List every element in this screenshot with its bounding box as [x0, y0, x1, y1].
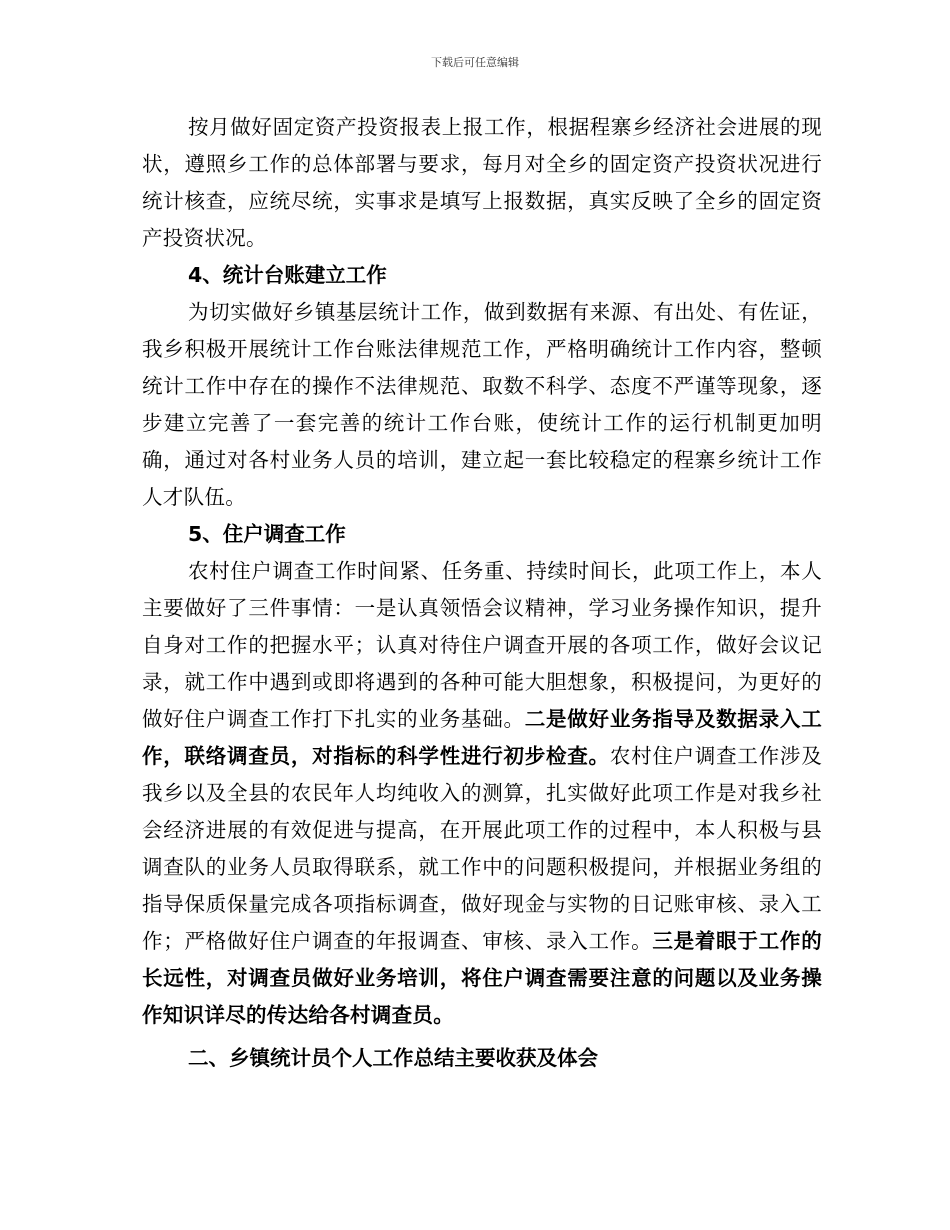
section-heading-2: 二、乡镇统计员个人工作总结主要收获及体会 [188, 1046, 598, 1070]
document-body [142, 109, 822, 1077]
survey-text-part-3: 农村住户调查工作涉及我乡以及全县的农民年人均纯收入的测算，扎实做好此项工作是对我乡社会经济进展的有效促进与提高，在开展此项工作的过程中，本人积极与县调查队的业务人员取得联系，就工作中的问题积极提问，并根据业务组的指导保质保量完成各项指标调查，做好现金与实物的日记账审核、录入工作；严格做好住户调查的年报调查、审核、录入工作。 [142, 744, 822, 953]
survey-text-bold-4: 三是着眼于工作的长远性，对调查员做好业务培训，将住户调查需要注意的问题以及业务操作知识详尽的传达给各村调查员。 [142, 929, 822, 1027]
paragraph-household-survey [142, 553, 822, 1034]
paragraph-fixed-assets: 按月做好固定资产投资报表上报工作，根据程寨乡经济社会进展的现状，遵照乡工作的总体部署与要求，每月对全乡的固定资产投资状况进行统计核查，应统尽统，实事求是填写上报数据，真实反映了全乡的固定资产投资状况。 [142, 115, 822, 250]
survey-text-bold-2: 二是做好业务指导及数据录入工作，联络调查员，对指标的科学性进行初步检查。 [142, 707, 822, 768]
page-header: 下载后可任意编辑 [431, 56, 519, 69]
section-heading-4: 4、统计台账建立工作 [188, 263, 387, 287]
survey-text-part-1: 农村住户调查工作时间紧、任务重、持续时间长，此项工作上，本人主要做好了三件事情：一是认真领悟会议精神，学习业务操作知识，提升自身对工作的把握水平；认真对待住户调查开展的各项工作，做好会议记录，就工作中遇到或即将遇到的各种可能大胆想象，积极提问，为更好的做好住户调查工作打下扎实的业务基础。 [142, 559, 822, 731]
paragraph-ledger: 为切实做好乡镇基层统计工作，做到数据有来源、有出处、有佐证，我乡积极开展统计工作台账法律规范工作，严格明确统计工作内容，整顿统计工作中存在的操作不法律规范、取数不科学、态度不严谨等现象，逐步建立完善了一套完善的统计工作台账，使统计工作的运行机制更加明确，通过对各村业务人员的培训，建立起一套比较稳定的程寨乡统计工作人才队伍。 [142, 300, 822, 509]
section-heading-5: 5、住户调查工作 [188, 522, 346, 546]
